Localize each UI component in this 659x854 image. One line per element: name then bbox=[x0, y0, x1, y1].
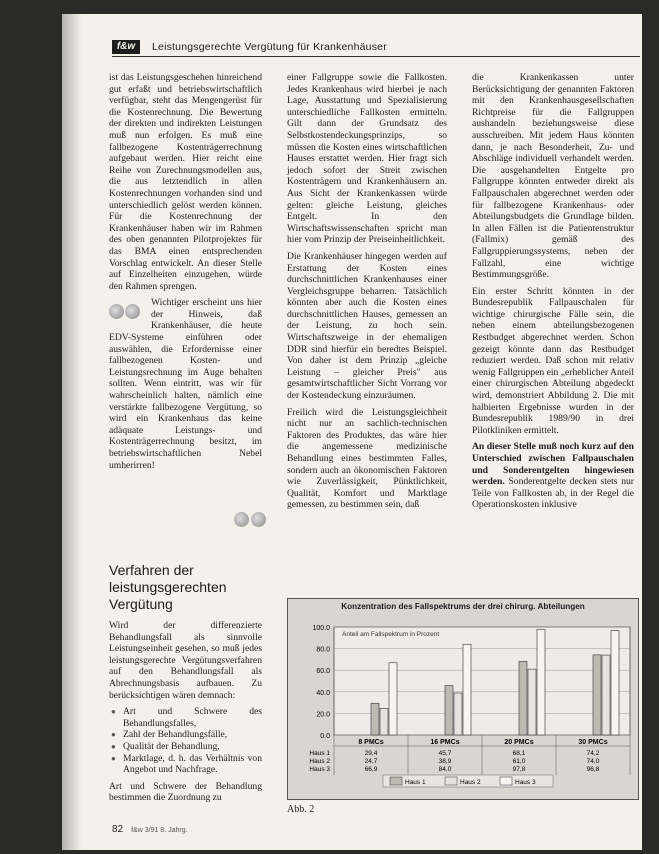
table-cell-value: 84,0 bbox=[438, 766, 452, 773]
paragraph bbox=[109, 297, 262, 471]
journal-logo: f&w bbox=[112, 40, 140, 54]
y-tick-label: 20.0 bbox=[316, 711, 330, 719]
column-1-lower bbox=[109, 620, 262, 809]
y-tick-label: 80.0 bbox=[316, 646, 330, 654]
list-item: ● Zahl der Behandlungsfälle, bbox=[123, 729, 262, 741]
legend-label: Haus 2 bbox=[460, 779, 481, 786]
chart-plot bbox=[288, 599, 638, 799]
legend-swatch bbox=[445, 777, 457, 785]
page-number: 82 bbox=[112, 824, 124, 835]
paragraph: Ein erster Schritt könnten in der Bundesrepublik Fallpauschalen für wichtige chirurgische Fälle sein, die neben einem abteilungsbezogenen Restbudget abgerechnet werden. Schon gezeigt könnte dann das Restbudget reduziert werden. Daß schon mit relativ wenig Fallgruppen ein „erheblicher Anteil einer chirurgischen Abteilung abgedeckt wird, demonstriert Abbildung 2. Die mit halbierten Ergebnisse wurden in der Bundesrepublik 1989/90 in drei Pilotkliniken ermittelt. bbox=[472, 285, 634, 436]
list-item: ● Art und Schwere des Behandlungsfalles, bbox=[123, 706, 262, 729]
x-category-label: 30 PMCs bbox=[578, 739, 608, 746]
column-3 bbox=[472, 72, 634, 516]
bullet-dots-decoration bbox=[109, 299, 145, 325]
paragraph: die Krankenkassen unter Berücksichtigung der genannten Faktoren mit den Krankenhausgesellschaften Richtpreise für die Fallgruppen aushandeln beziehungsweise diese ausschreiben. Mit jedem Haus könnten dann, je nach Besonderheit, Zu- und Abschläge individuell verhandelt werden. Die ausgehandelten Entgelte pro Fallgruppe könnten entweder direkt als Fallpauschalen abgerechnet werden oder für fallbezogene Krankenhaus- oder Abteilungsbudgets die Grundlage bilden. In allen Fällen ist die Patientenstruktur (Fallmix) gemäß des Fallgruppierungssystems, neben der Fallzahl, eine wichtige Bestimmungsgröße. bbox=[472, 72, 634, 281]
column-1 bbox=[109, 72, 262, 476]
list-item: ● Qualität der Behandlung, bbox=[123, 741, 262, 753]
journal-reference: f&w 3/91 8. Jahrg. bbox=[131, 827, 188, 834]
x-category-label: 16 PMCs bbox=[430, 739, 460, 746]
criteria-list bbox=[109, 706, 262, 776]
table-cell-value: 68,1 bbox=[512, 750, 526, 757]
paragraph: Art und Schwere der Behandlung bestimmen die Zuordnung zu bbox=[109, 780, 262, 804]
running-header bbox=[112, 40, 640, 57]
paragraph: einer Fallgruppe sowie die Fallkosten. Jedes Krankenhaus wird hierbei je nach Lage, Ausstattung und Spezialisierung unterschiedliche Fallkosten ermitteln. Gilt dann der Grundsatz des Selbstkostendeckungsprinzips, so müssen die Kosten eines wirtschaftlichen Hauses erstattet werden. Hier fragt sich jedoch sofort der Streit zwischen Kostenträgern und Krankenhäusern an. Aus Sicht der Krankenkassen würde gelten: gleiche Leistung, gleiches Entgelt. In den Wirtschaftswissenschaften spricht man hier vom Prinzip der Preiseinheitlichkeit. bbox=[287, 72, 447, 246]
legend-swatch bbox=[500, 777, 512, 785]
table-cell-value: 29,4 bbox=[364, 750, 378, 757]
paragraph-text: Sonderentgelte decken stets nur Teile von Fallkosten ab, in der Regel die Operationskosten inklusive bbox=[472, 476, 634, 511]
bullet-dots-decoration bbox=[234, 509, 270, 533]
bar-haus-1 bbox=[371, 703, 379, 735]
x-category-label: 20 PMCs bbox=[504, 739, 534, 746]
page-footer bbox=[112, 824, 188, 835]
x-category-label: 8 PMCs bbox=[358, 739, 384, 746]
bar-haus-3 bbox=[463, 644, 471, 735]
paragraph bbox=[472, 441, 634, 511]
column-2 bbox=[287, 72, 447, 516]
legend-label: Haus 3 bbox=[515, 779, 536, 786]
bar-haus-1 bbox=[445, 686, 453, 735]
table-cell-value: 45,7 bbox=[438, 750, 452, 757]
paragraph-text: Wichtiger erscheint uns hier der Hinweis, daß Krankenhäuser, die heute EDV-Systeme einführen oder auswählen, die Erfordernisse einer fallbezogenen Kosten- und Leistungsrechnung im Auge behalten sollten. Wenn eintritt, was wir für wahrscheinlich halten, nämlich eine verstärkte fallbezogene Vergütung, so wird ein Krankenhaus das keine adäquate Leistungs- und Kostenträgerrechnung besitzt, im betriebswirtschaftlichen Nebel umherirren! bbox=[109, 297, 262, 471]
paragraph: Freilich wird die Leistungsgleichheit nicht nur an sachlich-technischen Faktoren des Produktes, das wäre hier die angemessene medizinische Behandlung eines bestimmten Falles, sondern auch an ökonomischen Faktoren wie Zuverlässigkeit, Pünktlichkeit, Qualität, Komfort und Marktlage gemessen, zu bestimmen sein, daß bbox=[287, 406, 447, 511]
bar-chart-figure bbox=[287, 598, 639, 800]
paragraph: ist das Leistungsgeschehen hinreichend gut erfaßt und betriebswirtschaftlich verfügbar, steht das Mengengerüst für die Kostenrechnung. Die Bewertung der direkten und indirekten Leistungen muß nun erfolgen. Es muß eine fallbezogene Kostenträgerrechnung aufgebaut werden. Hier reicht eine Reihe von Zurechnungsmodellen aus, die aus letztendlich in allen Kostenrechnungen vorhanden sind und unterschiedlich gelöst werden können. Für die Kostenrechnung der Krankenhäuser haben wir im Rahmen des oben genannten Pilotprojektes für das BMA einen entsprechenden Vorschlag entwickelt. An dieser Stelle auf Einzelheiten einzugehen, würde den Rahmen sprengen. bbox=[109, 72, 262, 292]
table-cell-value: 74,0 bbox=[586, 758, 600, 765]
bar-haus-2 bbox=[602, 655, 610, 735]
y-tick-label: 100.0 bbox=[312, 625, 330, 632]
table-cell-value: 97,8 bbox=[512, 766, 526, 773]
y-tick-label: 60.0 bbox=[316, 668, 330, 676]
header-title: Leistungsgerechte Vergütung für Krankenhäuser bbox=[152, 41, 387, 53]
table-cell-value: 38,9 bbox=[438, 758, 452, 765]
legend-swatch bbox=[390, 777, 402, 785]
bar-haus-1 bbox=[519, 661, 527, 735]
bold-lead-text: An dieser Stelle muß noch kurz auf den Unterschied zwischen Fallpauschalen und Sonderentgelten hingewiesen werden. bbox=[472, 441, 634, 488]
table-cell-value: 24,7 bbox=[364, 758, 378, 765]
bar-haus-3 bbox=[611, 630, 619, 735]
y-axis-label: Anteil am Fallspektrum in Prozent bbox=[342, 631, 440, 638]
table-cell-value: 66,9 bbox=[364, 766, 378, 773]
chart-title: Konzentration des Fallspektrums der drei chirurg. Abteilungen bbox=[341, 602, 585, 611]
y-tick-label: 40.0 bbox=[316, 689, 330, 697]
y-tick-label: 0.0 bbox=[320, 733, 330, 740]
bar-haus-2 bbox=[454, 693, 462, 735]
table-row-label: Haus 3 bbox=[309, 766, 330, 773]
list-item: ● Marktlage, d. h. das Verhältnis von Angebot und Nachfrage. bbox=[123, 753, 262, 776]
page-binding-shadow bbox=[62, 14, 82, 850]
document-page bbox=[62, 14, 642, 850]
paragraph: Die Krankenhäuser hingegen werden auf Erstattung der Kosten eines durchschnittlichen Krankenhauses einer Vergleichsgruppe beharren. Tatsächlich könnten aber auch die Kosten eines durchschnittlichen Hauses, gemessen an der Leistung, zu hoch sein. Wirtschaftszweige in der ehemaligen DDR sind hierfür ein beredtes Beispiel. Von daher ist dem Prinzip „gleiche Leistung – gleicher Preis" aus gesamtwirtschaftlicher Sicht Vorrang vor der Kostendeckung einzuräumen. bbox=[287, 250, 447, 402]
legend-label: Haus 1 bbox=[405, 779, 426, 786]
table-row-label: Haus 1 bbox=[309, 750, 330, 757]
section-heading: Verfahren der leistungsgerechten Vergütung bbox=[109, 562, 227, 612]
bar-haus-3 bbox=[537, 629, 545, 735]
table-row-label: Haus 2 bbox=[309, 758, 330, 765]
bar-haus-2 bbox=[380, 708, 388, 735]
bar-haus-1 bbox=[593, 655, 601, 735]
table-cell-value: 74,2 bbox=[586, 750, 600, 757]
figure-caption: Abb. 2 bbox=[287, 804, 315, 815]
table-cell-value: 61,0 bbox=[512, 758, 526, 765]
paragraph: Wird der differenzierte Behandlungsfall als sinnvolle Leistungseinheit gesehen, so muß jedes leistungsgerechte Vergütungsverfahren auf den Behandlungsfall als Abrechnungsbasis aufbauen. Zu berücksichtigen wären demnach: bbox=[109, 620, 262, 701]
bar-haus-3 bbox=[389, 663, 397, 735]
table-cell-value: 96,8 bbox=[586, 766, 600, 773]
bar-haus-2 bbox=[528, 669, 536, 735]
